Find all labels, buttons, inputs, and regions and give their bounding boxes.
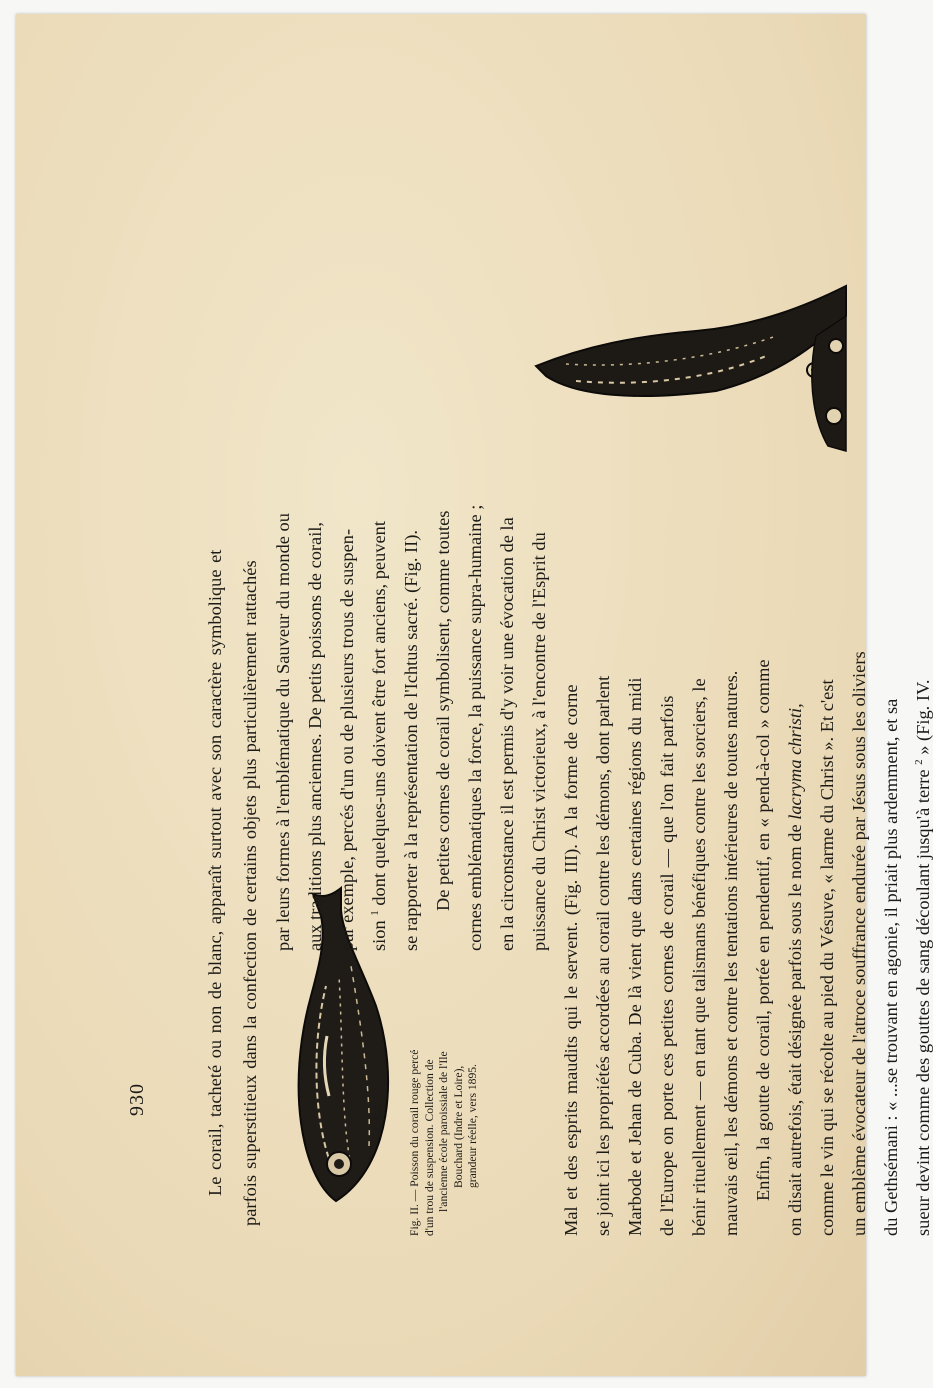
caption-line-1: Fig. II. — Poisson du corail rouge percé bbox=[408, 1049, 421, 1236]
coral-horn-figure bbox=[16, 1375, 17, 1376]
caption-line-5: grandeur réelle, vers 1895. bbox=[466, 1064, 479, 1188]
text-line-21: un emblème évocateur de l'atroce souffrance endurée par Jésus sous les oliviers bbox=[849, 651, 869, 1236]
figure-monogram: L.C.L. bbox=[373, 1096, 384, 1131]
caption-line-2: d'un trou de suspension. Collection de bbox=[422, 1059, 436, 1236]
text-line-22: du Gethsémani : « ...se trouvant en agonie, il priait plus ardemment, et sa bbox=[881, 698, 901, 1236]
text-line-1: Le corail, tacheté ou non de blanc, apparaît surtout avec son caractère symbolique et bbox=[205, 549, 225, 1196]
text-line-9: cornes emblématiques la force, la puissance supra-humaine ; bbox=[465, 504, 485, 951]
page-number: 930 bbox=[126, 1083, 148, 1116]
text-line-6b: dont quelques-uns doivent être fort anciens, peuvent bbox=[369, 521, 390, 911]
text-line-14: Marbode et Jehan de Cuba. De là vient que dans certaines régions du midi bbox=[625, 677, 645, 1236]
paper-sheet bbox=[16, 14, 933, 1376]
text-line-16: bénir rituellement — en tant que talismans bénéfiques contre les sorciers, le bbox=[689, 678, 709, 1236]
text-line-3: par leurs formes à l'emblématique du Sauveur du monde ou bbox=[273, 513, 293, 951]
text-line-5: par exemple, percés d'un ou de plusieurs trous de suspen- bbox=[337, 528, 357, 951]
text-line-23b: » (Fig. IV. bbox=[913, 679, 933, 760]
text-line-23 bbox=[914, 680, 933, 1237]
text-line-12: Mal et des esprits maudits qui le servent. (Fig. III). A la forme de corne bbox=[561, 684, 581, 1236]
text-line-11: puissance du Christ victorieux, à l'encontre de l'Esprit du bbox=[529, 532, 549, 951]
text-line-15: de l'Europe on porte ces petites cornes de corail — que l'on fait parfois bbox=[657, 695, 677, 1236]
text-line-4: aux traditions plus anciennes. De petits poissons de corail, bbox=[305, 521, 325, 951]
text-line-7: se rapporter à la représentation de l'Ichtus sacré. (Fig. II). bbox=[401, 529, 421, 951]
footnote-mark-2: 2 bbox=[913, 759, 925, 765]
lacryma-christi-italic: lacryma christi, bbox=[785, 703, 805, 820]
caption-line-3: l'ancienne école paroissiale de l'Ile bbox=[437, 1051, 450, 1212]
text-line-2: parfois superstitieux dans la confection de certains objets plus particulièrement rattachés bbox=[240, 560, 260, 1226]
text-line-19 bbox=[786, 703, 804, 1236]
footnote-mark-1: 1 bbox=[369, 910, 381, 916]
text-line-23a: sueur devint comme des gouttes de sang découlant jusqu'à terre bbox=[913, 764, 933, 1236]
text-line-6a: sion bbox=[369, 915, 390, 951]
text-line-8: De petites cornes de corail symbolisent, comme toutes bbox=[433, 510, 453, 911]
text-line-10: en la circonstance il est permis d'y voir une évocation de la bbox=[497, 517, 517, 951]
text-line-6 bbox=[370, 521, 389, 951]
rotated-page bbox=[16, 14, 933, 1376]
text-line-17: mauvais œil, les démons et contre les tentations intérieures de toutes natures. bbox=[721, 670, 741, 1236]
caption-line-4: Bouchard (Indre et Loire), bbox=[451, 1065, 465, 1188]
text-line-18: Enfin, la goutte de corail, portée en pendentif, en « pend-à-col » comme bbox=[753, 659, 773, 1201]
text-line-20: comme le vin qui se récolte au pied du Vésuve, « larme du Christ ». Et c'est bbox=[817, 679, 837, 1236]
text-line-13: se joint ici les propriétés accordées au corail contre les démons, dont parlent bbox=[593, 675, 613, 1236]
figure-caption bbox=[408, 1006, 481, 1236]
text-line-19a: on disait autrefois, était désignée parfois sous le nom de bbox=[785, 819, 805, 1236]
